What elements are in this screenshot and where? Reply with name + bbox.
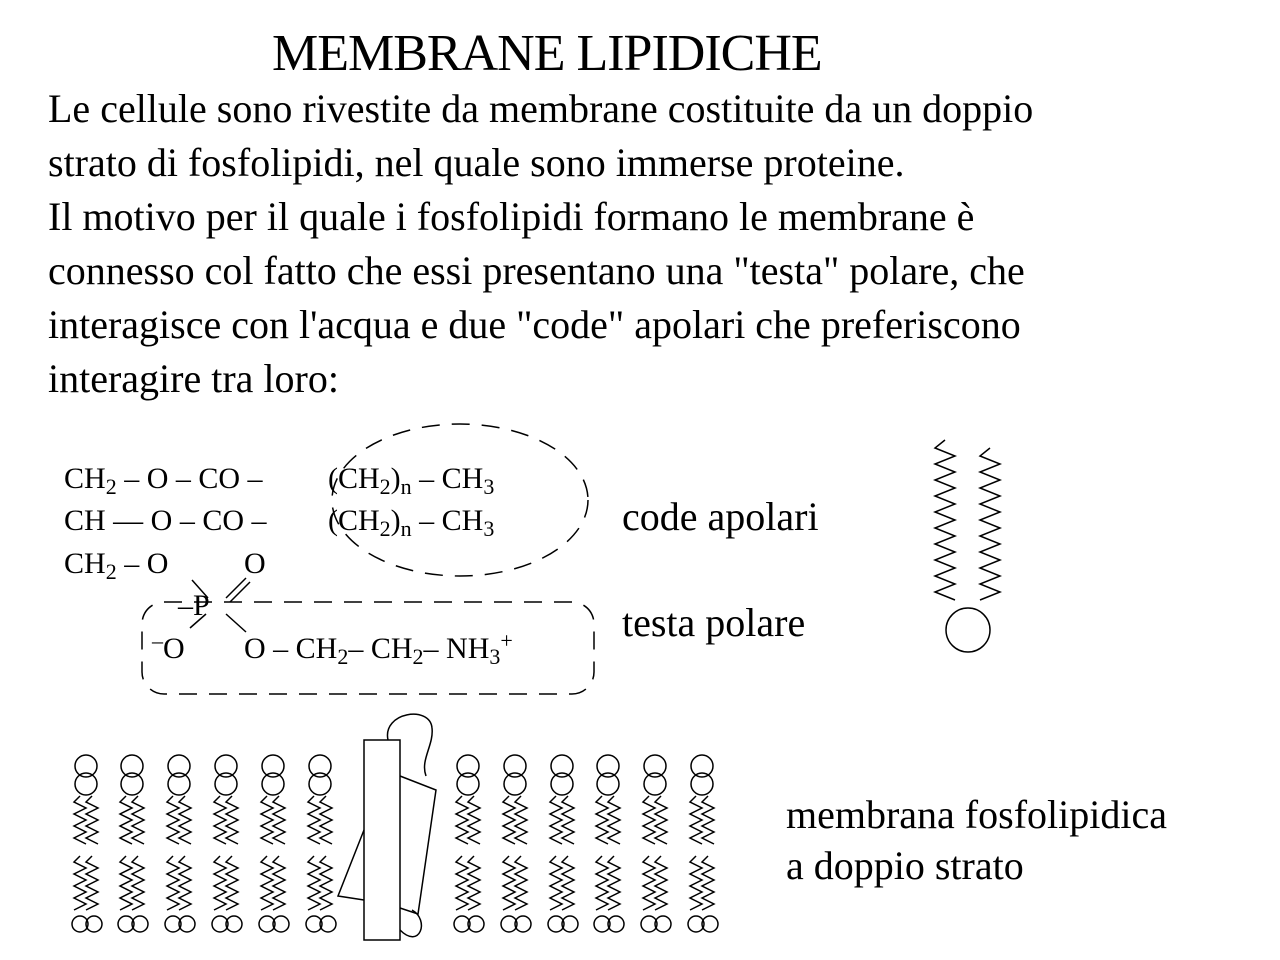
lipid-tail [456, 796, 468, 844]
lipid-tail [226, 856, 238, 910]
label-nonpolar-tails: code apolari [622, 494, 819, 539]
lipid-tail [456, 856, 468, 910]
lipid-tail [261, 796, 273, 844]
lipid-tail [320, 796, 332, 844]
tails-dashed-outline [332, 424, 588, 576]
lipid-tail [74, 856, 86, 910]
lipid-tail [643, 856, 655, 910]
lipid-tail [308, 796, 320, 844]
intro-line: Il motivo per il quale i fosfolipidi formano le membrane è [48, 194, 975, 239]
lipid-tail [320, 856, 332, 910]
lipid-tail [690, 796, 702, 844]
lipid-tail [690, 856, 702, 910]
lipid-tail [608, 796, 620, 844]
lipid-tail [179, 856, 191, 910]
lipid-tail [308, 856, 320, 910]
lipid-tail [226, 796, 238, 844]
lipid-tail [86, 856, 98, 910]
lipid-tail [550, 856, 562, 910]
phosphate-double-oxygen: O [244, 547, 266, 580]
lipid-tail [167, 856, 179, 910]
phospholipid-icon [935, 440, 1000, 652]
lipid-tail [562, 796, 574, 844]
lipid-tail [214, 796, 226, 844]
phosphorus-atom: –P [178, 589, 210, 622]
formula-row-2: CH — O – CO – [64, 504, 267, 537]
lipid-tail [643, 796, 655, 844]
label-polar-head: testa polare [622, 600, 806, 645]
lipid-tail [273, 796, 285, 844]
lipid-tail [655, 796, 667, 844]
lipid-tail [980, 448, 1000, 600]
lipid-tail [608, 856, 620, 910]
intro-line: connesso col fatto che essi presentano una "testa" polare, che [48, 248, 1025, 293]
lipid-tail [261, 856, 273, 910]
formula-row-3: $CH_2$ – O [64, 547, 169, 584]
lipid-tail [120, 856, 132, 910]
lipid-tail [132, 856, 144, 910]
head-dashed-outline [142, 602, 594, 694]
formula-row-4: –O [152, 628, 185, 665]
lipid-tail [179, 796, 191, 844]
lipid-tail [515, 856, 527, 910]
lipid-tail [562, 856, 574, 910]
lipid-tail [550, 796, 562, 844]
lipid-tail [515, 796, 527, 844]
formula-row-2-tail: $(CH_2)_n - CH_3$ [328, 504, 495, 541]
lipid-tail [655, 856, 667, 910]
lipid-tail [167, 796, 179, 844]
phospholipid-bilayer [72, 755, 718, 932]
lipid-tail [935, 440, 955, 600]
lipid-tail [273, 856, 285, 910]
transmembrane-protein [338, 714, 436, 940]
lipid-tail [702, 796, 714, 844]
lipid-tail [120, 796, 132, 844]
phosphate-bonds [190, 578, 250, 632]
page-title: MEMBRANE LIPIDICHE [272, 25, 822, 82]
lipid-tail [468, 796, 480, 844]
intro-line: interagisce con l'acqua e due "code" apolari che preferiscono [48, 302, 1021, 347]
lipid-tail [596, 856, 608, 910]
lipid-tail [503, 796, 515, 844]
formula-row-1: $CH_2$ – O – CO – [64, 462, 263, 499]
lipid-tail [86, 796, 98, 844]
lipid-tail [132, 796, 144, 844]
lipid-tail [74, 796, 86, 844]
formula-row-4-chain: O – $CH_2-$ $CH_2-$ $NH_3^+$ [244, 628, 513, 669]
intro-line: strato di fosfolipidi, nel quale sono immerse proteine. [48, 140, 905, 185]
lipid-head [946, 608, 990, 652]
lipid-tail [596, 796, 608, 844]
lipid-tail [702, 856, 714, 910]
lipid-tail [503, 856, 515, 910]
label-membrane: membrana fosfolipidica [786, 792, 1167, 837]
lipid-tail [214, 856, 226, 910]
lipid-tail [468, 856, 480, 910]
formula-row-1-tail: $(CH_2)_n - CH_3$ [328, 462, 495, 499]
intro-line: interagire tra loro: [48, 356, 339, 401]
label-bilayer: a doppio strato [786, 843, 1024, 888]
intro-line: Le cellule sono rivestite da membrane costituite da un doppio [48, 86, 1034, 131]
